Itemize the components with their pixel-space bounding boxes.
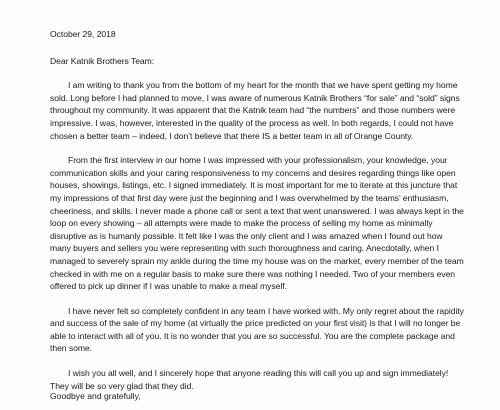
letter-paragraph-4: I wish you all well, and I sincerely hope that anyone reading this will call you up and sign immediately! They will be so very glad that they did. <box>50 368 449 391</box>
letter-body <box>50 28 465 404</box>
letter-closing: Goodbye and gratefully, <box>50 391 141 401</box>
letter-salutation: Dear Katnik Brothers Team: <box>50 55 155 66</box>
letter-paragraph-2: From the first interview in our home I was impressed with your professionalism, your knowledge, your communication skills and your caring responsiveness to my concerns and desires regarding things like open houses, showings, listings, etc. I signed immediately. It is most important for me to iterate at this juncture that my impressions of that first day were just the beginning and I was overwhelmed by the teams’ enthusiasm, cheeriness, and skills. I never made a phone call or sent a text that went unanswered. I was always kept in the loop on every showing – all attempts were made to make the process of selling my home as minimally disruptive as is humanly possible. It felt like I was the only client and I was amazed when I found out how many buyers and sellers you were representing with such thoroughness and caring. Anecdotally, when I managed to severely sprain my ankle during the time my house was on the market, every member of the team checked in with me on a regular basis to make sure there was nothing I needed. Two of your members even offered to pick up dinner if I was unable to make a meal myself. <box>50 155 464 292</box>
letter-paragraph-1: I am writing to thank you from the bottom of my heart for the month that we have spent getting my home sold. Long before I had planned to move, I was aware of numerous Katnik Brothers “for sale” and “sold” signs throughout my community. It was apparent that the Katnik team had “the numbers” and those numbers were impressive. I was, however, interested in the quality of the process as well. In both regards, I could not have chosen a better team – indeed, I don’t believe that there IS a better team in all of Orange County. <box>50 80 460 141</box>
letter-paragraph-3: I have never felt so completely confident in any team I have worked with. My only regret about the rapidity and success of the sale of my home (at virtually the price predicted on your first visit) is that I will no longer be able to interact with all of you. It is no wonder that you are so successful. You are the complete package and then some. <box>50 305 464 354</box>
letter-date: October 29, 2018 <box>50 29 116 39</box>
